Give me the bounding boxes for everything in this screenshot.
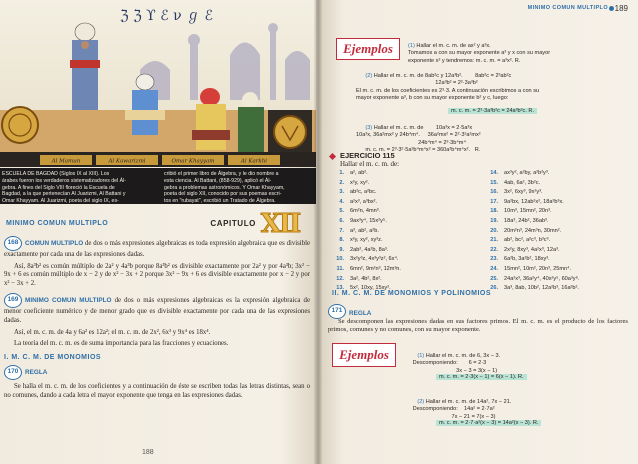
exercise-item-number: 20. bbox=[490, 227, 498, 234]
term-label: REGLA bbox=[349, 310, 372, 317]
exercise-item-number: 26. bbox=[490, 285, 498, 292]
example-text: Hallar el m. c. m. de 14a², 7x − 21. Descomponiendo: 14a² = 2·7a² 7x − 21 = 7(x − 3) bbox=[412, 399, 512, 420]
paragraph-168-example: Así, 8a³b² es común múltiplo de 2a² y 4a³b porque 8a³b² es divisible exactamente por 2a² y por 4a³b; 3x² − 9x + 6 es común múltiplo de x − 2 y de x² − 3x + 2 porque 3x² − 9x + 6 es divisible exactamente por x − 2 y por x² − 3x + 2. bbox=[4, 262, 310, 287]
exercise-item-expression: 6m²n, 4mn³. bbox=[350, 208, 381, 215]
exercise-item-number: 4. bbox=[339, 198, 344, 205]
exercise-item-expression: 3a², 4b², 8x². bbox=[350, 275, 382, 282]
paragraph-169-note: La teoría del m. c. m. es de suma importancia para las fracciones y ecuaciones. bbox=[14, 340, 229, 348]
name-plate-3: Omar Khayyam bbox=[171, 158, 215, 165]
name-plate-4: Al Karkhi bbox=[240, 158, 268, 165]
chapter-header bbox=[4, 209, 310, 239]
exercise-item-number: 12. bbox=[336, 275, 344, 282]
highlighted-result: m. c. m. = 2·3(x − 1) = 6(x − 1). R. bbox=[436, 374, 527, 380]
exercise-item-number: 16. bbox=[490, 189, 498, 196]
exercise-item-number: 18. bbox=[490, 208, 498, 215]
exercise-item-expression: 3x², 6xy³, 9x²y³. bbox=[504, 189, 543, 196]
exercise-item-expression: 9ax³y⁴, 15x²y⁵. bbox=[350, 217, 387, 224]
exercise-item-expression: a², ab². bbox=[350, 170, 368, 176]
exercise-item-number: 13. bbox=[336, 285, 344, 292]
caption-right: cribió el primer libro de Álgebra, y le dio nombre a esta ciencia. Al Battani, (858-929), aplicó el Ál- gebra a problemas astronómicos. Y Omar Khayyam, poeta del siglo XII, conocido por sus poemas escri- tos en "rubayat", escribió un Tratado de Álgebra. bbox=[164, 171, 285, 205]
exercise-item bbox=[484, 284, 579, 294]
exercise-item-expression: x²y, xy², xy³z. bbox=[350, 237, 383, 244]
exercise-item-expression: ax³y², a²by, a²b²y³. bbox=[504, 170, 550, 176]
example-number: (3) bbox=[365, 125, 373, 132]
exercise-item-number: 19. bbox=[490, 217, 498, 224]
article-number: 168 bbox=[4, 236, 22, 251]
highlighted-result: m. c. m. = 2·7·a²(x − 3) = 14a²(x − 3). R. bbox=[436, 420, 541, 426]
example-4-result bbox=[436, 374, 527, 381]
exercise-item-expression: 15mn², 10m², 20n³, 25mn⁴. bbox=[504, 265, 572, 272]
exercise-item-number: 7. bbox=[339, 227, 344, 234]
exercise-item bbox=[484, 255, 579, 265]
bullet-icon bbox=[609, 6, 614, 11]
exercise-item-expression: 3x²y³z, 4x³y³z², 6x⁴. bbox=[350, 256, 399, 263]
exercise-item-expression: 6mn², 9m²n³, 12m³n. bbox=[350, 265, 401, 272]
exercise-item-expression: x²y, xy². bbox=[350, 179, 370, 186]
exercise-item bbox=[330, 255, 401, 265]
name-plate-2: Al Kawarizmi bbox=[108, 158, 146, 165]
exercise-item-number: 24. bbox=[490, 265, 498, 272]
exercise-item-number: 23. bbox=[490, 256, 498, 263]
exercise-item-expression: 6a²b, 3a²b², 18xy³. bbox=[504, 256, 550, 263]
exercise-item-expression: a³, ab², a²b. bbox=[350, 227, 379, 234]
left-page bbox=[0, 0, 318, 464]
example-number: (2) bbox=[417, 399, 425, 406]
example-number: (2) bbox=[365, 73, 373, 80]
exercise-item bbox=[330, 236, 401, 246]
book-gutter bbox=[314, 0, 322, 464]
term-label: REGLA bbox=[25, 369, 48, 377]
paragraph-171-rule: Se descomponen las expresiones dadas en sus factores primos. El m. c. m. es el producto de los factores primos, comunes y no comunes, con su mayor exponente. bbox=[328, 318, 628, 334]
exercise-item-expression: 2ab², 4a²b, 8a³. bbox=[350, 246, 389, 253]
left-content bbox=[4, 206, 310, 404]
exercise-item-number: 10. bbox=[336, 256, 344, 263]
exercise-column-2 bbox=[484, 169, 579, 294]
page-number-right: 189 bbox=[614, 4, 628, 13]
example-text: Hallar el m. c. m. de 10a³x = 2·5a³x 10a³x, 36a²mx² y 24b⁴m⁴. 36a²mx² = 2²·3²a²mx² 24b⁴m⁴ = 2³·3b⁴m⁴ m. c. m. = 2³·3²·5a³b⁴m⁴x² = 360a³b⁴m⁴x². R. bbox=[356, 125, 481, 153]
ejemplos-box-2: Ejemplos bbox=[332, 343, 396, 367]
example-3 bbox=[356, 118, 632, 161]
exercise-item-expression: 10m³, 15mn², 20n³. bbox=[504, 208, 552, 215]
running-head: MINIMO COMUN MULTIPLO bbox=[527, 5, 608, 11]
exercise-item-expression: ab², bc², a²c³, b³c³. bbox=[504, 237, 551, 244]
example-2-result bbox=[448, 108, 537, 115]
exercise-item-number: 8. bbox=[339, 237, 344, 244]
article-number: 170 bbox=[4, 365, 22, 380]
article-number: 171 bbox=[328, 304, 346, 319]
exercise-title: EJERCICIO 115 bbox=[340, 151, 395, 160]
exercise-item-number: 2. bbox=[339, 179, 344, 186]
exercise-item bbox=[330, 227, 401, 237]
exercise-item bbox=[484, 265, 579, 275]
exercise-item bbox=[484, 227, 579, 237]
exercise-item bbox=[484, 275, 579, 285]
definition-text: de dos o más expresiones algebraicas es toda expresión algebraica que es divisible exactamente por cada una de las expresiones dadas. bbox=[4, 240, 310, 258]
exercise-item-number: 11. bbox=[336, 265, 344, 272]
exercise-item-number: 17. bbox=[490, 198, 498, 205]
term-label: MINIMO COMUN MULTIPLO bbox=[25, 297, 112, 305]
example-2 bbox=[356, 66, 632, 109]
example-1 bbox=[408, 36, 630, 65]
example-text: Hallar el m. c. m. de ax² y a³x. Tomamos a con su mayor exponente a³ y x con su mayor exponente x² y tendremos: m. c. m. = a³x². R. bbox=[408, 43, 551, 64]
example-number: (1) bbox=[417, 353, 425, 360]
paragraph-169-example: Así, el m. c. m. de 4a y 6a² es 12a²; el m. c. m. de 2x², 6x³ y 9x⁴ es 18x⁴. bbox=[14, 328, 211, 336]
exercise-item bbox=[484, 179, 579, 189]
example-5-result bbox=[436, 420, 541, 427]
exercise-item bbox=[330, 198, 401, 208]
exercise-item bbox=[330, 169, 401, 179]
historical-illustration bbox=[0, 0, 316, 167]
definition-text: de dos o más expresiones algebraicas es la expresión algebraica de menor coeficiente numérico y de menor grado que es divisible exactamente por cada una de las expresiones dadas. bbox=[4, 297, 310, 324]
section-title: MINIMO COMUN MULTIPLO bbox=[6, 220, 109, 227]
exercise-item bbox=[330, 246, 401, 256]
banner-script: ℨ ℨ ϒ ℰ ν ℊ ℰ bbox=[120, 8, 214, 24]
highlighted-result: m. c. m. = 2³·3a³b²c = 24a³b²c. R. bbox=[448, 108, 537, 114]
exercise-item bbox=[330, 188, 401, 198]
exercise-column-1 bbox=[330, 169, 401, 294]
exercise-item bbox=[330, 217, 401, 227]
exercise-item-number: 3. bbox=[339, 189, 344, 196]
exercise-item-expression: 20m²n³, 24m³n, 30mn². bbox=[504, 227, 562, 234]
exercise-item-expression: ab²c, a²bc. bbox=[350, 189, 377, 196]
exercise-item-expression: 9a²bx, 12ab²x², 18a³b³x. bbox=[504, 198, 564, 205]
exercise-item-number: 1. bbox=[339, 170, 344, 176]
chapter-label: CAPITULO bbox=[210, 219, 256, 228]
exercise-item-expression: 24a²x³, 36a²y⁴, 40x²y⁵, 60a³y⁶. bbox=[504, 275, 580, 282]
term-label: COMUN MULTIPLO bbox=[25, 240, 84, 248]
exercise-item bbox=[484, 169, 579, 179]
example-number: (1) bbox=[408, 43, 415, 50]
example-text: Hallar el m. c. m. de 8ab²c y 12a³b². 8ab²c = 2³ab²c 12a³b² = 2²·3a³b² El m. c. m. de los coeficientes es 2³·3. A continuación escribimos a con su mayor exponente a³, b con su mayor exponente b² y c, luego: bbox=[356, 73, 540, 101]
exercise-item-number: 9. bbox=[339, 246, 344, 253]
caption-left: ESCUELA DE BAGDAD (Siglos IX al XIII). Los árabes fueron los verdaderos sistematizadores del Ál- gebra. A fines del Siglo VIII floreció la Escuela de Bagdad, a la que pertenecían Al Juarizmi, Al Battani y Omar Khayyam. Al Juarizmi, poeta del siglo IX, es- bbox=[2, 171, 126, 205]
name-plate-1: Al Mamun bbox=[51, 158, 81, 165]
exercise-heading bbox=[330, 151, 395, 160]
section-heading-monomios: I. M. C. M. DE MONOMIOS bbox=[4, 353, 102, 361]
diamond-bullet-icon bbox=[329, 152, 336, 159]
exercise-item-number: 5. bbox=[339, 208, 344, 215]
exercise-item-expression: 2x²y, 8xy³, 4a²x³, 12a³. bbox=[504, 246, 560, 253]
illustration-caption bbox=[0, 168, 316, 204]
exercise-item-expression: 3a³, 8ab, 10b², 12a²b³, 16a²b². bbox=[504, 285, 579, 292]
article-number: 169 bbox=[4, 293, 22, 308]
exercise-item-number: 6. bbox=[339, 217, 344, 224]
paragraph-169 bbox=[4, 293, 310, 325]
exercise-item-expression: 5x², 10xy, 15xy². bbox=[350, 285, 391, 292]
exercise-item-expression: a²x³, a³bx². bbox=[350, 198, 378, 205]
exercise-item-number: 15. bbox=[490, 179, 498, 186]
exercise-item bbox=[484, 217, 579, 227]
exercise-item bbox=[330, 207, 401, 217]
exercise-item bbox=[330, 275, 401, 285]
exercise-item bbox=[330, 179, 401, 189]
paragraph-168 bbox=[4, 236, 310, 260]
section-heading-polinomios: II. M. C. M. DE MONOMIOS Y POLINOMIOS bbox=[332, 290, 492, 297]
exercise-item-expression: 18a³, 24b², 36ab³. bbox=[504, 217, 549, 224]
paragraph-170 bbox=[4, 365, 310, 380]
exercise-item bbox=[484, 246, 579, 256]
exercise-item bbox=[484, 236, 579, 246]
exercise-item bbox=[484, 207, 579, 217]
exercise-item-number: 22. bbox=[490, 246, 498, 253]
page-number-left: 188 bbox=[142, 449, 154, 456]
exercise-item-number: 25. bbox=[490, 275, 498, 282]
exercise-item bbox=[330, 265, 401, 275]
exercise-item-number: 14. bbox=[490, 170, 498, 176]
example-text: Hallar el m. c. m. de 6, 3x − 3. Descomponiendo: 6 = 2·3 3x − 3 = 3(x − 1) bbox=[412, 353, 501, 374]
exercise-item bbox=[484, 188, 579, 198]
exercise-item bbox=[484, 198, 579, 208]
chapter-number: XII bbox=[260, 209, 300, 239]
ejemplos-box: Ejemplos bbox=[336, 38, 400, 60]
exercise-item-number: 21. bbox=[490, 237, 498, 244]
right-page bbox=[318, 0, 638, 464]
exercise-item-expression: 4ab, 6a², 3b²c. bbox=[504, 179, 541, 186]
exercise-instruction: Hallar el m. c. m. de: bbox=[340, 160, 400, 168]
paragraph-170-rule: Se halla el m. c. m. de los coeficientes y a continuación de éste se escriben todas las letras distintas, sean o no comunes, dando a cada letra el mayor exponente que tenga en las expresiones dadas. bbox=[4, 383, 310, 399]
